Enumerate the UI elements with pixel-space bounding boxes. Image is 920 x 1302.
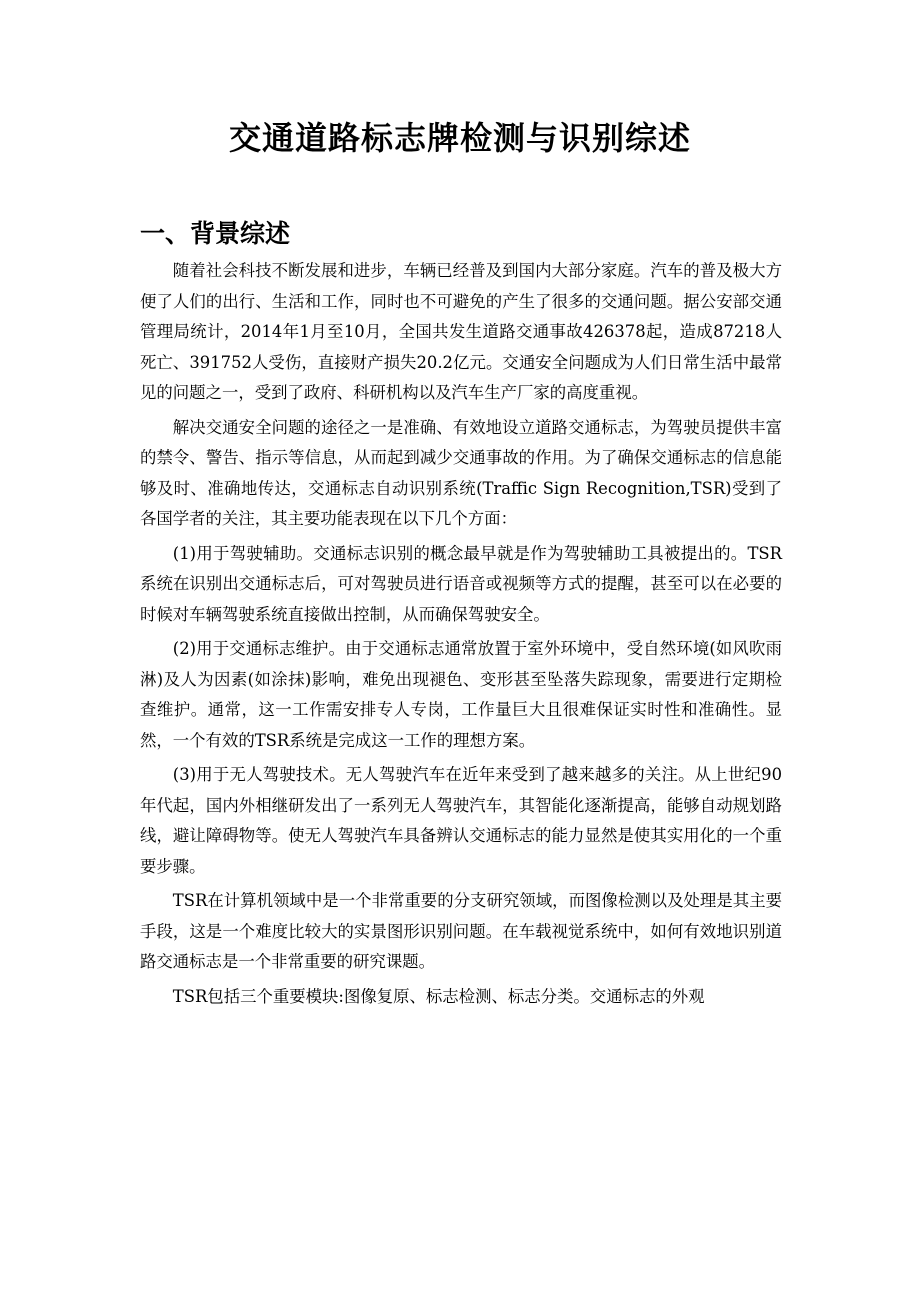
document-title: 交通道路标志牌检测与识别综述 [228, 119, 691, 157]
paragraph-1: 随着社会科技不断发展和进步，车辆已经普及到国内大部分家庭。汽车的普及极大方便了人们的出行、生活和工作，同时也不可避免的产生了很多的交通问题。据公安部交通管理局统计，2014年1月至10月，全国共发生道路交通事故426378起，造成87218人死亡、391752人受伤，直接财产损失20.2亿元。交通安全问题成为人们日常生活中最常见的问题之一，受到了政府、科研机构以及汽车生产厂家的高度重视。 [140, 261, 782, 402]
paragraph-4: (2)用于交通标志维护。由于交通标志通常放置于室外环境中，受自然环境(如风吹雨淋)及人为因素(如涂抹)影响，难免出现褪色、变形甚至坠落失踪现象，需要进行定期检查维护。通常，这一工作需安排专人专岗，工作量巨大且很难保证实时性和准确性。显然，一个有效的TSR系统是完成这一工作的理想方案。 [140, 639, 782, 750]
paragraph-7: TSR包括三个重要模块:图像复原、标志检测、标志分类。交通标志的外观 [172, 986, 705, 1006]
paragraph-6: TSR在计算机领域中是一个非常重要的分支研究领域，而图像检测以及处理是其主要手段，这是一个难度比较大的实景图形识别问题。在车载视觉系统中，如何有效地识别道路交通标志是一个非常重要的研究课题。 [140, 891, 782, 971]
paragraph-3: (1)用于驾驶辅助。交通标志识别的概念最早就是作为驾驶辅助工具被提出的。TSR系统在识别出交通标志后，可对驾驶员进行语音或视频等方式的提醒，甚至可以在必要的时候对车辆驾驶系统直接做出控制，从而确保驾驶安全。 [140, 543, 782, 624]
body-text [140, 256, 782, 1016]
paragraph-2: 解决交通安全问题的途径之一是准确、有效地设立道路交通标志，为驾驶员提供丰富的禁令、警告、指示等信息，从而起到减少交通事故的作用。为了确保交通标志的信息能够及时、准确地传达，交通标志自动识别系统(Traffic Sign Recognition,TSR)受到了各国学者的关注，其主要功能表现在以下几个方面： [140, 417, 782, 528]
section-heading: 一、背景综述 [140, 219, 291, 248]
paragraph-5: (3)用于无人驾驶技术。无人驾驶汽车在近年来受到了越来越多的关注。从上世纪90年代起，国内外相继研发出了一系列无人驾驶汽车，其智能化逐渐提高，能够自动规划路线，避让障碍物等。使无人驾驶汽车具备辨认交通标志的能力显然是使其实用化的一个重要步骤。 [140, 765, 782, 876]
